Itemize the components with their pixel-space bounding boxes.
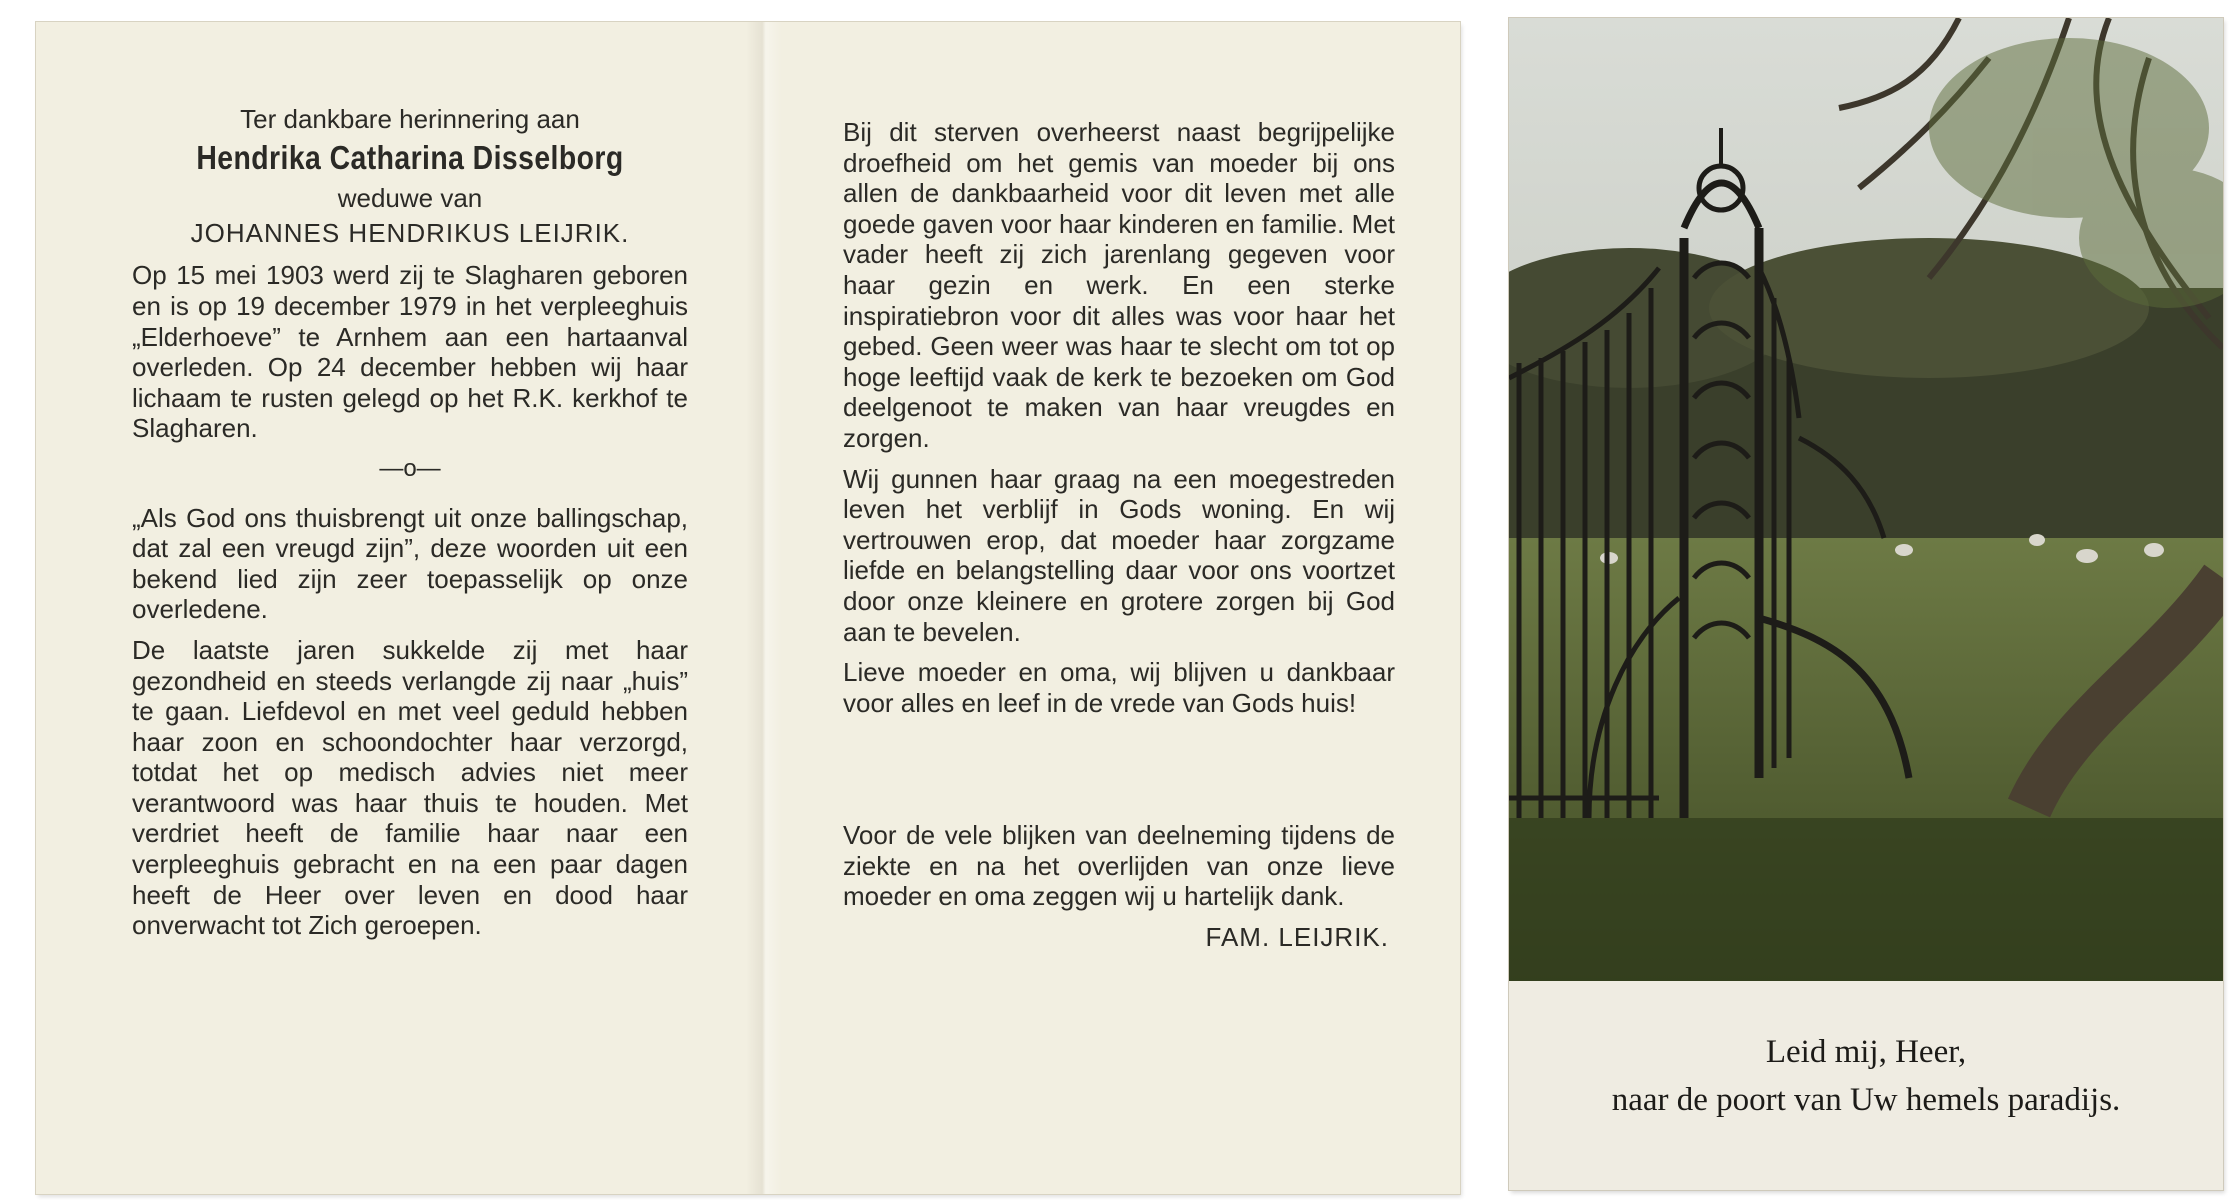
gate-illustration [1509,18,2223,981]
memorial-card-inner [36,22,1460,1194]
section-divider: —o— [379,454,441,482]
biography-paragraph: Op 15 mei 1903 werd zij te Slagharen geboren en is op 19 december 1979 in het verpleeghuis „Elderhoeve” te Arnhem aan een hartaanval overleden. Op 24 december hebben wij haar lichaam te rusten gelegd op het R.K. kerkhof te Slagharen. [132,260,688,444]
card-fold [746,22,782,1194]
photo-card [1509,18,2223,1190]
caption-line-1: Leid mij, Heer, [1765,1034,1967,1070]
thanks-paragraph: Voor de vele blijken van deelneming tijdens de ziekte en na het overlijden van onze lieve moeder en oma zeggen wij u hartelijk dank. [843,820,1395,912]
right-page [843,117,1395,953]
photo-caption [1509,1028,2223,1124]
caption-line-2: naar de poort van Uw hemels paradijs. [1611,1082,2121,1118]
final-years-paragraph: De laatste jaren sukkelde zij met haar gezondheid en steeds verlangde zij naar „huis” te gaan. Liefdevol en met veel geduld hebben haar zoon en schoondochter haar verzorgd, totdat het op medisch advies niet meer verantwoord was haar thuis te houden. Met verdriet heeft de familie haar naar een verpleeghuis gebracht en na een paar dagen heeft de Heer over leven en dood haar onverwacht tot Zich geroepen. [132,634,688,941]
gratitude-paragraph: Bij dit sterven overheerst naast begrijpelijke droefheid om het gemis van moeder bij ons allen de dankbaarheid voor dit leven met alle goede gaven voor haar kinderen en familie. Met vader heeft zij zich jarenlang gegeven voor haar gezin en werk. En een sterke inspiratiebron voor dit alles was voor haar het gebed. Geen weer was haar te slecht om tot op hoge leeftijd vaak de kerk te bezoeken om God deelgenoot te maken van haar vreugdes en zorgen. [843,117,1395,453]
widow-of-line: weduwe van [337,183,483,214]
farewell-paragraph: Lieve moeder en oma, wij blijven u dankbaar voor alles en leef in de vrede van Gods huis! [843,657,1395,718]
gate-photo [1509,18,2223,981]
hope-paragraph: Wij gunnen haar graag na een moegestreden leven het verblijf in Gods woning. En wij vertrouwen erop, dat moeder haar zorgzame liefde en belangstelling daar voor ons voortzet door onze kleinere en grotere zorgen bij God aan te bevelen. [843,463,1395,647]
intro-line: Ter dankbare herinnering aan [240,104,580,134]
husband-name: JOHANNES HENDRIKUS LEIJRIK. [190,217,630,248]
quote-paragraph: „Als God ons thuisbrengt uit onze ballingschap, dat zal een vreugd zijn”, deze woorden uit een bekend lied zijn zeer toepasselijk op onze overledene. [132,502,688,625]
family-signature: FAM. LEIJRIK. [1205,922,1389,953]
left-page [132,104,688,951]
deceased-name: Hendrika Catharina Disselborg [196,138,624,176]
